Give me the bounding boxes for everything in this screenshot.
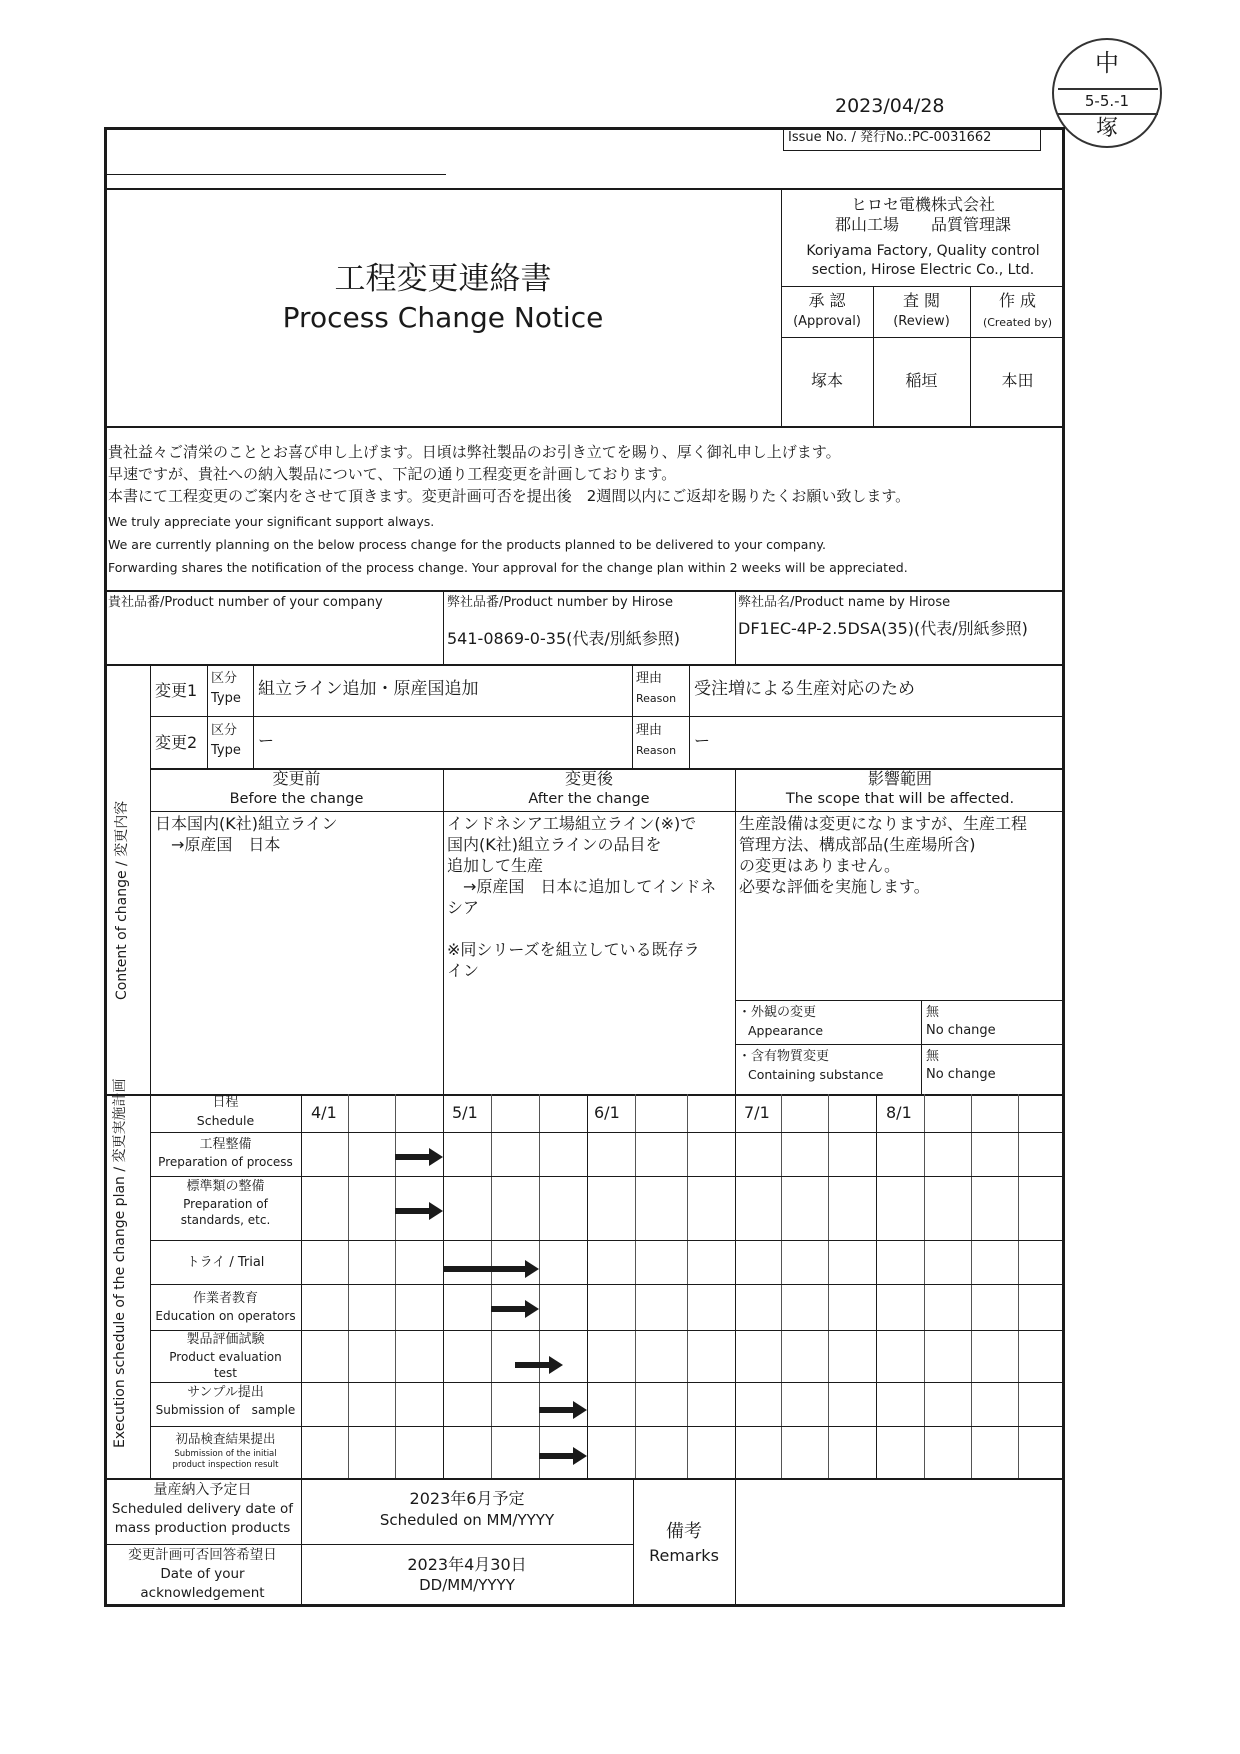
after-heading-ja: 変更後 — [564, 769, 613, 788]
hirose-product-number: 541-0869-0-35(代表/別紙参照) — [447, 629, 680, 648]
appearance-label-en: Appearance — [748, 1023, 824, 1038]
stamp-top: 中 — [1095, 49, 1119, 77]
company-ja-1: ヒロセ電機株式会社 — [850, 195, 995, 214]
ack-label-en-1: Date of your — [160, 1566, 245, 1582]
row-process-ja: 工程整備 — [199, 1137, 252, 1152]
month-aug: 8/1 — [886, 1103, 912, 1122]
row-evaluation-en: Product evaluation test — [169, 1350, 282, 1380]
change1-reason: 受注増による生産対応のため — [694, 679, 915, 699]
change1-label: 変更1 — [155, 681, 198, 700]
change2-reason-en: Reason — [636, 744, 677, 757]
month-jun: 6/1 — [594, 1103, 620, 1122]
delivery-label-ja: 量産納入予定日 — [153, 1482, 252, 1498]
change1-type-ja: 区分 — [211, 671, 238, 686]
ack-label-ja: 変更計画可否回答希望日 — [128, 1547, 277, 1563]
intro-ja-2: 早速ですが、貴社への納入製品について、下記の通り工程変更を計画しております。 — [108, 465, 677, 483]
after-heading-en: After the change — [528, 791, 650, 807]
intro-en-3: Forwarding shares the notification of the process change. Your approval for the change plan within 2 weeks will be appreciated. — [108, 560, 908, 575]
approval-label: 承 認 — [808, 291, 846, 310]
reviewer-name: 稲垣 — [905, 371, 938, 390]
approval-label-en: (Approval) — [793, 314, 861, 329]
month-jul: 7/1 — [744, 1103, 770, 1122]
intro-en-1: We truly appreciate your significant support always. — [108, 514, 435, 529]
document-date: 2023/04/28 — [835, 95, 945, 117]
stamp-bottom: 塚 — [1095, 116, 1118, 141]
row-sample-en: Submission of sample — [155, 1403, 296, 1417]
arrow-initial-inspection — [539, 1449, 587, 1463]
scope-description: 生産設備は変更になりますが、生産工程 管理方法、構成部品(生産場所含) の変更はありません。 必要な評価を実施します。 — [739, 814, 1028, 896]
appearance-value-en: No change — [926, 1023, 996, 1038]
delivery-label-en-1: Scheduled delivery date of — [111, 1501, 294, 1517]
intro-en-2: We are currently planning on the below process change for the products planned to be delivered to your company. — [108, 537, 826, 552]
product-name-label: 弊社品名/Product name by Hirose — [738, 595, 951, 610]
intro-ja-1: 貴社益々ご清栄のこととお喜び申し上げます。日頃は弊社製品のお引き立てを賜り、厚く御礼申し上げます。 — [108, 443, 841, 461]
schedule-header-en: Schedule — [196, 1113, 255, 1128]
review-label: 査 閲 — [902, 291, 941, 310]
schedule-header-ja: 日程 — [212, 1095, 239, 1110]
change1-reason-ja: 理由 — [636, 671, 663, 686]
month-may: 5/1 — [452, 1103, 478, 1122]
row-evaluation-ja: 製品評価試験 — [186, 1332, 265, 1347]
company-en-2: section, Hirose Electric Co., Ltd. — [811, 262, 1035, 278]
appearance-value-ja: 無 — [926, 1005, 940, 1020]
row-process-en: Preparation of process — [158, 1155, 293, 1169]
change2-reason-ja: 理由 — [636, 723, 663, 738]
schedule-side-label: Execution schedule of the change plan / 変更実施計画 — [112, 1078, 128, 1448]
change2-type-en: Type — [211, 743, 241, 758]
header-underline — [106, 174, 446, 175]
arrow-standards — [395, 1204, 443, 1218]
appearance-label-ja: ・外観の変更 — [738, 1005, 817, 1020]
your-product-number-label: 貴社品番/Product number of your company — [108, 595, 383, 610]
scope-heading-en: The scope that will be affected. — [785, 791, 1015, 807]
substance-label-en: Containing substance — [748, 1067, 884, 1082]
title-en: Process Change Notice — [282, 301, 604, 334]
arrow-sample — [539, 1403, 587, 1417]
change1-type-en: Type — [211, 691, 241, 706]
creator-name: 本田 — [1001, 371, 1034, 390]
before-heading-ja: 変更前 — [272, 769, 321, 788]
month-apr: 4/1 — [311, 1103, 337, 1122]
row-trial-label: トライ / Trial — [186, 1255, 265, 1270]
before-heading-en: Before the change — [229, 791, 364, 807]
change2-label: 変更2 — [155, 733, 198, 752]
change1-value: 組立ライン追加・原産国追加 — [258, 679, 479, 699]
row-sample-ja: サンプル提出 — [187, 1385, 264, 1400]
issue-number-box — [783, 127, 1041, 151]
row-initial-inspection-en: Submission of the initial product inspection result — [172, 1449, 279, 1470]
ack-format: DD/MM/YYYY — [419, 1576, 515, 1594]
change2-type-ja: 区分 — [211, 723, 238, 738]
issue-number: Issue No. / 発行No.:PC-0031662 — [788, 130, 992, 145]
created-label-en: (Created by) — [982, 316, 1053, 329]
after-description: インドネシア工場組立ライン(※)で 国内(K社)組立ラインの品目を 追加して生産 →原産国 日本に追加してインドネ シア ※同シリーズを組立している既存ラ イン — [447, 814, 717, 980]
arrow-evaluation — [515, 1358, 563, 1372]
arrow-process — [395, 1150, 443, 1164]
title-ja: 工程変更連絡書 — [334, 261, 552, 297]
company-en-1: Koriyama Factory, Quality control — [806, 243, 1040, 259]
scope-heading-ja: 影響範囲 — [867, 769, 932, 788]
row-education-en: Education on operators — [155, 1309, 296, 1323]
review-label-en: (Review) — [893, 314, 950, 329]
product-name: DF1EC-4P-2.5DSA(35)(代表/別紙参照) — [738, 619, 1028, 638]
change2-reason: ー — [694, 731, 711, 750]
row-initial-inspection-ja: 初品検査結果提出 — [175, 1431, 276, 1446]
row-standards-ja: 標準類の整備 — [186, 1179, 265, 1194]
arrow-education — [491, 1302, 539, 1316]
row-education-ja: 作業者教育 — [192, 1291, 258, 1306]
substance-value-ja: 無 — [926, 1049, 940, 1064]
substance-label-ja: ・含有物質変更 — [738, 1049, 830, 1064]
hirose-product-number-label: 弊社品番/Product number by Hirose — [447, 595, 673, 610]
change2-value: ー — [258, 731, 275, 750]
delivery-date: 2023年6月予定 — [409, 1489, 525, 1508]
ack-date: 2023年4月30日 — [407, 1555, 527, 1574]
content-side-label: Content of change / 変更内容 — [114, 800, 130, 1000]
change1-reason-en: Reason — [636, 692, 677, 705]
created-label: 作 成 — [998, 291, 1037, 310]
arrow-trial — [443, 1262, 539, 1276]
delivery-format: Scheduled on MM/YYYY — [379, 1511, 555, 1529]
intro-ja-3: 本書にて工程変更のご案内をさせて頂きます。変更計画可否を提出後 2週間以内にご返却を賜りたくお願い致します。 — [108, 487, 911, 505]
ack-label-en-2: acknowledgement — [140, 1585, 265, 1601]
remarks-label-en: Remarks — [649, 1546, 719, 1565]
stamp-middle: 5-5.-1 — [1084, 92, 1130, 110]
before-description: 日本国内(K社)組立ライン →原産国 日本 — [155, 814, 338, 854]
remarks-label-ja: 備考 — [666, 1521, 702, 1542]
delivery-label-en-2: mass production products — [114, 1520, 291, 1536]
substance-value-en: No change — [926, 1067, 996, 1082]
row-standards-en: Preparation of standards, etc. — [180, 1197, 271, 1227]
company-ja-2: 郡山工場 品質管理課 — [834, 215, 1011, 234]
approver-name: 塚本 — [810, 371, 843, 390]
approval-stamp — [1052, 38, 1162, 148]
